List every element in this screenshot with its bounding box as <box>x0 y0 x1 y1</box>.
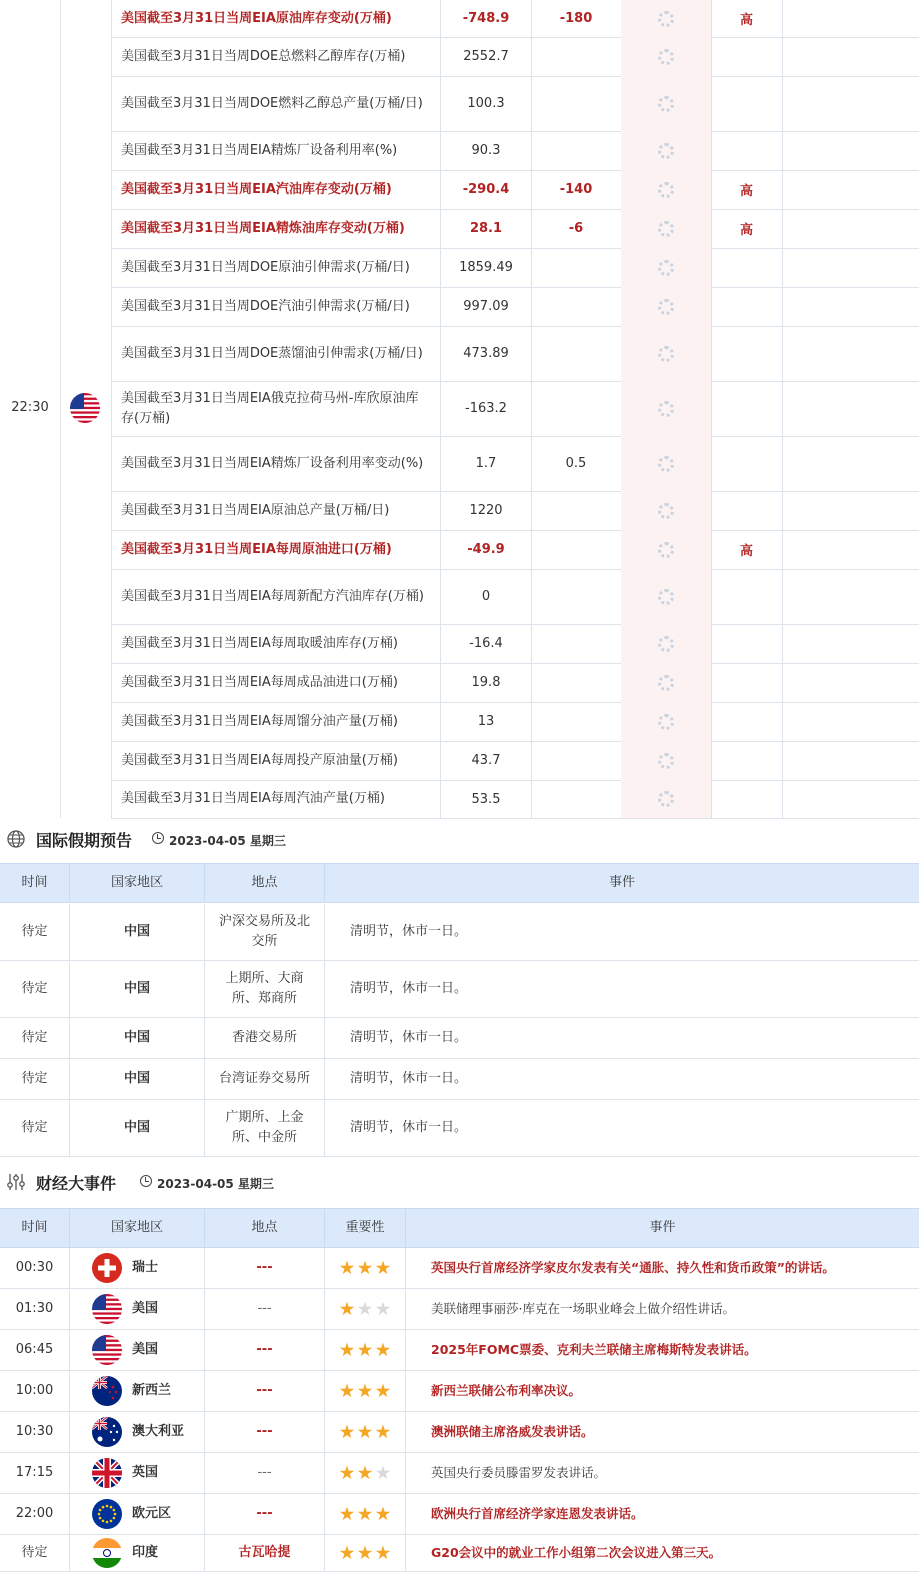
table-row <box>111 76 919 132</box>
region-name: 美国 <box>132 1342 159 1357</box>
region-cell <box>70 1330 205 1370</box>
place-cell: 上期所、大商所、郑商所 <box>205 961 325 1017</box>
time-cell: 00:30 <box>0 1248 70 1288</box>
region-cell <box>70 1494 205 1534</box>
table-row <box>111 209 919 249</box>
actual-value: 19.8 <box>441 663 532 702</box>
previous-value-cell <box>621 381 712 436</box>
importance-label: 高 <box>711 0 783 37</box>
region-cell <box>70 1289 205 1329</box>
empty-cell <box>782 248 919 287</box>
loading-spinner-icon <box>658 675 674 691</box>
time-cell: 06:45 <box>0 1330 70 1370</box>
table-row <box>111 741 919 781</box>
time-cell: 待定 <box>0 1018 70 1058</box>
previous-value-cell <box>621 76 712 131</box>
indicator-name: 美国截至3月31日当周EIA每周馏分油产量(万桶) <box>111 702 441 741</box>
actual-value: 28.1 <box>441 209 532 248</box>
events-section-title: 财经大事件 <box>36 1174 117 1193</box>
star-icon <box>358 1546 373 1561</box>
forecast-value <box>531 76 622 131</box>
region-cell <box>70 1535 205 1571</box>
importance-label <box>711 287 783 326</box>
holiday-section-header <box>0 818 919 860</box>
star-icon <box>376 1466 391 1481</box>
region-name: 新西兰 <box>132 1383 172 1398</box>
region-name: 美国 <box>132 1301 159 1316</box>
place-cell: 古瓦哈提 <box>205 1535 325 1571</box>
actual-value: 90.3 <box>441 131 532 170</box>
event-cell: 清明节，休市一日。 <box>350 1030 468 1045</box>
table-row <box>0 1494 919 1535</box>
importance-label <box>711 663 783 702</box>
place-cell: 沪深交易所及北交所 <box>205 904 325 960</box>
table-row <box>0 1289 919 1330</box>
table-row <box>111 780 919 819</box>
star-icon <box>376 1546 391 1561</box>
region-name: 印度 <box>132 1545 159 1560</box>
table-row <box>111 37 919 77</box>
table-row <box>111 381 919 437</box>
place-cell: --- <box>205 1494 325 1534</box>
us-flag-icon <box>92 1294 122 1324</box>
importance-stars <box>340 1425 391 1440</box>
nz-flag-icon <box>92 1376 122 1406</box>
col-time: 时间 <box>0 864 70 902</box>
clock-icon <box>140 1175 152 1187</box>
flag-cell <box>60 0 112 818</box>
star-icon <box>358 1343 373 1358</box>
empty-cell <box>782 287 919 326</box>
importance-cell <box>325 1289 406 1329</box>
forecast-value: -6 <box>531 209 622 248</box>
importance-label <box>711 326 783 381</box>
importance-stars <box>340 1261 391 1276</box>
table-row <box>111 491 919 531</box>
empty-cell <box>782 209 919 248</box>
holiday-table-header <box>0 863 919 903</box>
table-row <box>111 702 919 742</box>
importance-label <box>711 381 783 436</box>
importance-stars <box>340 1546 391 1561</box>
actual-value: -16.4 <box>441 624 532 663</box>
time-cell: 01:30 <box>0 1289 70 1329</box>
forecast-value <box>531 248 622 287</box>
importance-stars <box>340 1384 391 1399</box>
actual-value: 997.09 <box>441 287 532 326</box>
indicator-name: 美国截至3月31日当周EIA俄克拉荷马州-库欣原油库存(万桶) <box>111 381 441 436</box>
empty-cell <box>782 326 919 381</box>
indicator-name: 美国截至3月31日当周EIA每周汽油产量(万桶) <box>111 780 441 818</box>
empty-cell <box>782 491 919 530</box>
previous-value-cell <box>621 780 712 818</box>
region-cell <box>70 1412 205 1452</box>
loading-spinner-icon <box>658 791 674 807</box>
star-icon <box>340 1261 355 1276</box>
col-region: 国家地区 <box>70 1209 205 1247</box>
event-cell: 清明节，休市一日。 <box>350 1071 468 1086</box>
event-cell: G20会议中的就业工作小组第二次会议进入第三天。 <box>431 1545 722 1560</box>
forecast-value <box>531 741 622 780</box>
star-icon <box>340 1466 355 1481</box>
actual-value: -748.9 <box>441 0 532 37</box>
release-time: 22:30 <box>11 400 49 415</box>
table-row <box>0 961 919 1018</box>
table-row <box>111 624 919 664</box>
actual-value: 1859.49 <box>441 248 532 287</box>
event-cell: 新西兰联储公布利率决议。 <box>431 1383 582 1398</box>
table-row <box>0 1371 919 1412</box>
importance-stars <box>340 1302 391 1317</box>
star-icon <box>340 1384 355 1399</box>
actual-value: 100.3 <box>441 76 532 131</box>
forecast-value <box>531 37 622 76</box>
forecast-value <box>531 287 622 326</box>
previous-value-cell <box>621 170 712 209</box>
importance-label <box>711 569 783 624</box>
table-row <box>111 287 919 327</box>
importance-cell <box>325 1248 406 1288</box>
swiss-flag-icon <box>92 1253 122 1283</box>
star-icon <box>340 1302 355 1317</box>
forecast-value: 0.5 <box>531 436 622 491</box>
star-icon <box>358 1261 373 1276</box>
time-cell: 待定 <box>0 1535 70 1571</box>
events-date: 2023-04-05 星期三 <box>157 1177 274 1191</box>
previous-value-cell <box>621 491 712 530</box>
loading-spinner-icon <box>658 636 674 652</box>
indicator-name: 美国截至3月31日当周EIA每周新配方汽油库存(万桶) <box>111 569 441 624</box>
actual-value: -290.4 <box>441 170 532 209</box>
event-cell: 清明节，休市一日。 <box>350 1120 468 1135</box>
region-cell: 中国 <box>70 1059 205 1099</box>
eu-flag-icon <box>92 1499 122 1529</box>
importance-label <box>711 248 783 287</box>
importance-label <box>711 436 783 491</box>
table-row <box>111 0 919 38</box>
event-cell: 2025年FOMC票委、克利夫兰联储主席梅斯特发表讲话。 <box>431 1342 757 1357</box>
empty-cell <box>782 624 919 663</box>
forecast-value: -180 <box>531 0 622 37</box>
region-cell: 中国 <box>70 1018 205 1058</box>
forecast-value <box>531 569 622 624</box>
empty-cell <box>782 0 919 37</box>
importance-cell <box>325 1330 406 1370</box>
previous-value-cell <box>621 131 712 170</box>
star-icon <box>340 1546 355 1561</box>
empty-cell <box>782 436 919 491</box>
table-row <box>0 1330 919 1371</box>
indicator-name: 美国截至3月31日当周EIA原油总产量(万桶/日) <box>111 491 441 530</box>
col-region: 国家地区 <box>70 864 205 902</box>
indicator-name: 美国截至3月31日当周DOE汽油引伸需求(万桶/日) <box>111 287 441 326</box>
time-cell: 待定 <box>0 1100 70 1156</box>
region-cell: 中国 <box>70 904 205 960</box>
loading-spinner-icon <box>658 221 674 237</box>
india-flag-icon <box>92 1538 122 1568</box>
previous-value-cell <box>621 530 712 569</box>
table-row <box>0 1412 919 1453</box>
importance-stars <box>340 1466 391 1481</box>
importance-label <box>711 624 783 663</box>
previous-value-cell <box>621 569 712 624</box>
importance-stars <box>340 1343 391 1358</box>
time-cell <box>0 0 61 818</box>
time-cell: 待定 <box>0 1059 70 1099</box>
importance-label <box>711 491 783 530</box>
forecast-value <box>531 530 622 569</box>
forecast-value <box>531 131 622 170</box>
previous-value-cell <box>621 436 712 491</box>
event-cell: 清明节，休市一日。 <box>350 981 468 996</box>
star-icon <box>376 1302 391 1317</box>
table-row <box>111 663 919 703</box>
table-row <box>111 131 919 171</box>
col-place: 地点 <box>205 864 325 902</box>
table-row <box>0 1018 919 1059</box>
region-name: 英国 <box>132 1465 159 1480</box>
actual-value: 1220 <box>441 491 532 530</box>
table-row <box>111 436 919 492</box>
star-icon <box>376 1425 391 1440</box>
previous-value-cell <box>621 209 712 248</box>
indicator-name: 美国截至3月31日当周DOE原油引伸需求(万桶/日) <box>111 248 441 287</box>
previous-value-cell <box>621 702 712 741</box>
event-cell: 澳洲联储主席洛威发表讲话。 <box>431 1424 594 1439</box>
place-cell: --- <box>205 1248 325 1288</box>
previous-value-cell <box>621 741 712 780</box>
importance-cell <box>325 1453 406 1493</box>
actual-value: -49.9 <box>441 530 532 569</box>
importance-label: 高 <box>711 170 783 209</box>
importance-stars <box>340 1507 391 1522</box>
region-cell: 中国 <box>70 961 205 1017</box>
indicator-name: 美国截至3月31日当周EIA每周原油进口(万桶) <box>111 530 441 569</box>
star-icon <box>376 1384 391 1399</box>
uk-flag-icon <box>92 1458 122 1488</box>
col-event: 事件 <box>649 1220 676 1235</box>
indicator-name: 美国截至3月31日当周DOE蒸馏油引伸需求(万桶/日) <box>111 326 441 381</box>
actual-value: 53.5 <box>441 780 532 818</box>
star-icon <box>358 1425 373 1440</box>
place-cell: 台湾证券交易所 <box>205 1059 325 1099</box>
forecast-value <box>531 624 622 663</box>
previous-value-cell <box>621 326 712 381</box>
time-cell: 10:00 <box>0 1371 70 1411</box>
place-cell: --- <box>205 1412 325 1452</box>
forecast-value <box>531 663 622 702</box>
empty-cell <box>782 76 919 131</box>
us-flag-icon <box>92 1335 122 1365</box>
event-cell: 清明节，休市一日。 <box>350 924 468 939</box>
importance-cell <box>325 1371 406 1411</box>
region-name: 澳大利亚 <box>132 1424 185 1439</box>
importance-label <box>711 37 783 76</box>
actual-value: -163.2 <box>441 381 532 436</box>
forecast-value <box>531 491 622 530</box>
importance-cell <box>325 1494 406 1534</box>
actual-value: 13 <box>441 702 532 741</box>
table-row <box>0 1059 919 1100</box>
indicator-name: 美国截至3月31日当周EIA每周投产原油量(万桶) <box>111 741 441 780</box>
events-table-header <box>0 1208 919 1248</box>
empty-cell <box>782 37 919 76</box>
empty-cell <box>782 530 919 569</box>
actual-value: 473.89 <box>441 326 532 381</box>
table-row <box>111 530 919 570</box>
previous-value-cell <box>621 248 712 287</box>
table-row <box>0 1248 919 1289</box>
actual-value: 0 <box>441 569 532 624</box>
loading-spinner-icon <box>658 49 674 65</box>
time-cell: 22:00 <box>0 1494 70 1534</box>
place-cell: --- <box>205 1371 325 1411</box>
star-icon <box>376 1343 391 1358</box>
event-cell: 欧洲央行首席经济学家连恩发表讲话。 <box>431 1506 644 1521</box>
indicator-name: 美国截至3月31日当周DOE燃料乙醇总产量(万桶/日) <box>111 76 441 131</box>
empty-cell <box>782 381 919 436</box>
empty-cell <box>782 741 919 780</box>
previous-value-cell <box>621 37 712 76</box>
place-cell: --- <box>205 1453 325 1493</box>
loading-spinner-icon <box>658 182 674 198</box>
region-cell <box>70 1371 205 1411</box>
table-row <box>111 569 919 625</box>
forecast-value <box>531 381 622 436</box>
col-importance: 重要性 <box>325 1209 406 1247</box>
au-flag-icon <box>92 1417 122 1447</box>
us-flag-icon <box>70 393 100 423</box>
region-cell <box>70 1248 205 1288</box>
holiday-section-title: 国际假期预告 <box>36 831 133 850</box>
star-icon <box>358 1384 373 1399</box>
indicator-name: 美国截至3月31日当周EIA每周取暖油库存(万桶) <box>111 624 441 663</box>
empty-cell <box>782 569 919 624</box>
previous-value-cell <box>621 0 712 37</box>
place-cell: --- <box>205 1330 325 1370</box>
star-icon <box>358 1466 373 1481</box>
place-cell: 广期所、上金所、中金所 <box>205 1100 325 1156</box>
clock-icon <box>152 832 164 844</box>
importance-cell <box>325 1412 406 1452</box>
table-row <box>0 904 919 961</box>
actual-value: 2552.7 <box>441 37 532 76</box>
place-cell: --- <box>205 1289 325 1329</box>
table-row <box>111 326 919 382</box>
importance-label <box>711 702 783 741</box>
loading-spinner-icon <box>658 503 674 519</box>
loading-spinner-icon <box>658 299 674 315</box>
loading-spinner-icon <box>658 456 674 472</box>
region-cell: 中国 <box>70 1100 205 1156</box>
empty-cell <box>782 663 919 702</box>
event-cell: 英国央行委员滕雷罗发表讲话。 <box>431 1465 607 1480</box>
indicator-name: 美国截至3月31日当周EIA原油库存变动(万桶) <box>111 0 441 37</box>
previous-value-cell <box>621 624 712 663</box>
importance-label <box>711 741 783 780</box>
indicator-name: 美国截至3月31日当周EIA精炼厂设备利用率变动(%) <box>111 436 441 491</box>
table-row <box>111 248 919 288</box>
loading-spinner-icon <box>658 346 674 362</box>
time-cell: 待定 <box>0 904 70 960</box>
previous-value-cell <box>621 663 712 702</box>
indicator-name: 美国截至3月31日当周EIA精炼厂设备利用率(%) <box>111 131 441 170</box>
events-section-header <box>0 1161 919 1203</box>
importance-label <box>711 131 783 170</box>
empty-cell <box>782 170 919 209</box>
loading-spinner-icon <box>658 401 674 417</box>
col-event: 事件 <box>608 875 635 890</box>
globe-icon <box>6 829 26 849</box>
loading-spinner-icon <box>658 753 674 769</box>
importance-label: 高 <box>711 530 783 569</box>
previous-value-cell <box>621 287 712 326</box>
star-icon <box>340 1425 355 1440</box>
indicator-name: 美国截至3月31日当周EIA汽油库存变动(万桶) <box>111 170 441 209</box>
importance-label: 高 <box>711 209 783 248</box>
time-cell: 待定 <box>0 961 70 1017</box>
time-cell: 17:15 <box>0 1453 70 1493</box>
holiday-date: 2023-04-05 星期三 <box>169 834 286 848</box>
indicator-name: 美国截至3月31日当周EIA精炼油库存变动(万桶) <box>111 209 441 248</box>
sliders-icon <box>6 1172 26 1192</box>
indicator-name: 美国截至3月31日当周EIA每周成品油进口(万桶) <box>111 663 441 702</box>
time-cell: 10:30 <box>0 1412 70 1452</box>
loading-spinner-icon <box>658 714 674 730</box>
loading-spinner-icon <box>658 542 674 558</box>
loading-spinner-icon <box>658 143 674 159</box>
importance-cell <box>325 1535 406 1571</box>
forecast-value <box>531 326 622 381</box>
region-cell <box>70 1453 205 1493</box>
forecast-value <box>531 780 622 818</box>
table-row <box>0 1535 919 1572</box>
empty-cell <box>782 131 919 170</box>
place-cell: 香港交易所 <box>205 1018 325 1058</box>
table-row <box>111 170 919 210</box>
actual-value: 43.7 <box>441 741 532 780</box>
loading-spinner-icon <box>658 11 674 27</box>
loading-spinner-icon <box>658 260 674 276</box>
actual-value: 1.7 <box>441 436 532 491</box>
col-time: 时间 <box>0 1209 70 1247</box>
event-cell: 美联储理事丽莎·库克在一场职业峰会上做介绍性讲话。 <box>431 1301 735 1316</box>
loading-spinner-icon <box>658 96 674 112</box>
star-icon <box>358 1507 373 1522</box>
star-icon <box>358 1302 373 1317</box>
table-row <box>0 1100 919 1157</box>
event-cell: 英国央行首席经济学家皮尔发表有关“通胀、持久性和货币政策”的讲话。 <box>431 1260 835 1275</box>
empty-cell <box>782 702 919 741</box>
star-icon <box>376 1261 391 1276</box>
forecast-value <box>531 702 622 741</box>
table-row <box>0 1453 919 1494</box>
importance-label <box>711 780 783 818</box>
star-icon <box>340 1507 355 1522</box>
star-icon <box>340 1343 355 1358</box>
col-place: 地点 <box>205 1209 325 1247</box>
region-name: 欧元区 <box>132 1506 172 1521</box>
indicator-name: 美国截至3月31日当周DOE总燃料乙醇库存(万桶) <box>111 37 441 76</box>
forecast-value: -140 <box>531 170 622 209</box>
star-icon <box>376 1507 391 1522</box>
importance-label <box>711 76 783 131</box>
loading-spinner-icon <box>658 589 674 605</box>
region-name: 瑞士 <box>132 1260 159 1275</box>
empty-cell <box>782 780 919 818</box>
